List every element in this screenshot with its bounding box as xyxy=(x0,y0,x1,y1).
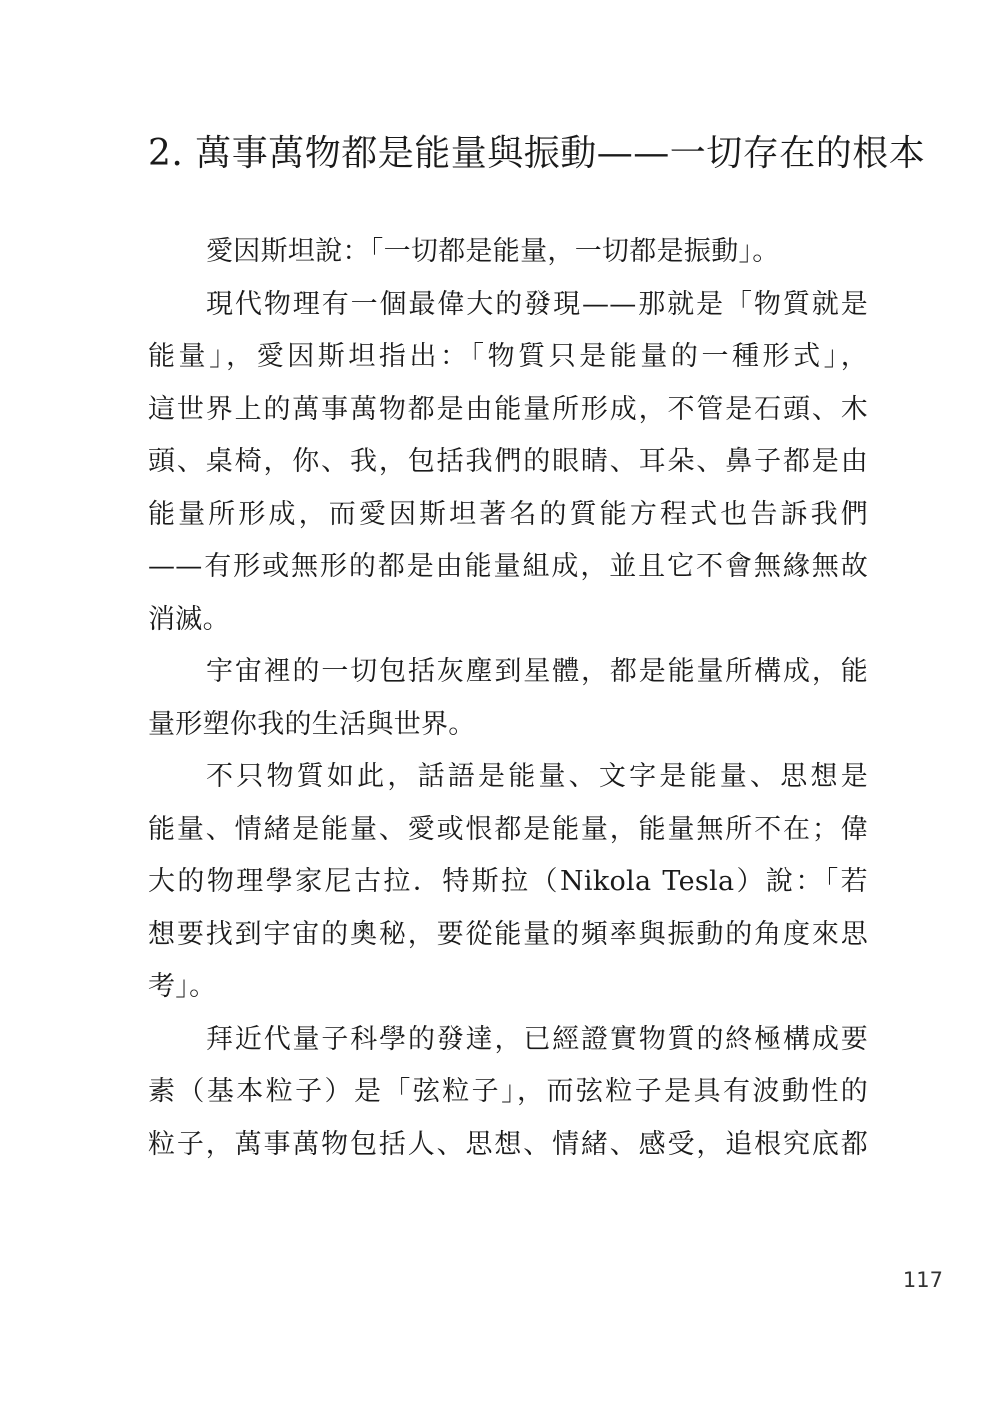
text-line: ——有形或無形的都是由能量組成，並且它不會無緣無故 xyxy=(148,551,868,582)
text-line: 粒子，萬事萬物包括人、思想、情緒、感受，追根究底都 xyxy=(148,1128,868,1160)
text-line: 能量」，愛因斯坦指出：「物質只是能量的一種形式」， xyxy=(148,341,868,372)
text-line: 量形塑你我的生活與世界。 xyxy=(148,708,476,740)
text-line: 消滅。 xyxy=(148,603,230,635)
text-line: 考」。 xyxy=(148,971,217,1002)
text-line: 宇宙裡的一切包括灰塵到星體，都是能量所構成，能 xyxy=(206,656,868,687)
text-line: 現代物理有一個最偉大的發現——那就是「物質就是 xyxy=(206,288,868,320)
text-line: 這世界上的萬事萬物都是由能量所形成，不管是石頭、木 xyxy=(148,393,868,425)
paragraph xyxy=(148,279,868,647)
body-text xyxy=(148,226,868,1171)
paragraph xyxy=(148,226,868,279)
text-line: 能量所形成，而愛因斯坦著名的質能方程式也告訴我們 xyxy=(148,498,868,530)
paragraph xyxy=(148,751,868,1014)
text-line: 能量、情緒是能量、愛或恨都是能量，能量無所不在；偉 xyxy=(148,813,868,845)
text-line: 頭、桌椅，你、我，包括我們的眼睛、耳朵、鼻子都是由 xyxy=(148,446,868,477)
text-line: 愛因斯坦說：「一切都是能量，一切都是振動」。 xyxy=(206,236,780,267)
text-line: 素（基本粒子）是「弦粒子」，而弦粒子是具有波動性的 xyxy=(148,1076,868,1107)
paragraph xyxy=(148,646,868,751)
text-line: 拜近代量子科學的發達，已經證實物質的終極構成要 xyxy=(206,1023,868,1055)
text-line: 想要找到宇宙的奧秘，要從能量的頻率與振動的角度來思 xyxy=(148,918,868,950)
paragraph xyxy=(148,1014,868,1172)
text-line: 不只物質如此，話語是能量、文字是能量、思想是 xyxy=(206,761,868,792)
page-number: 117 xyxy=(902,1268,943,1292)
text-line: 大的物理學家尼古拉．特斯拉（Nikola Tesla）說：「若 xyxy=(148,866,868,897)
section-title: 2. 萬事萬物都是能量與振動——一切存在的根本 xyxy=(148,133,926,174)
